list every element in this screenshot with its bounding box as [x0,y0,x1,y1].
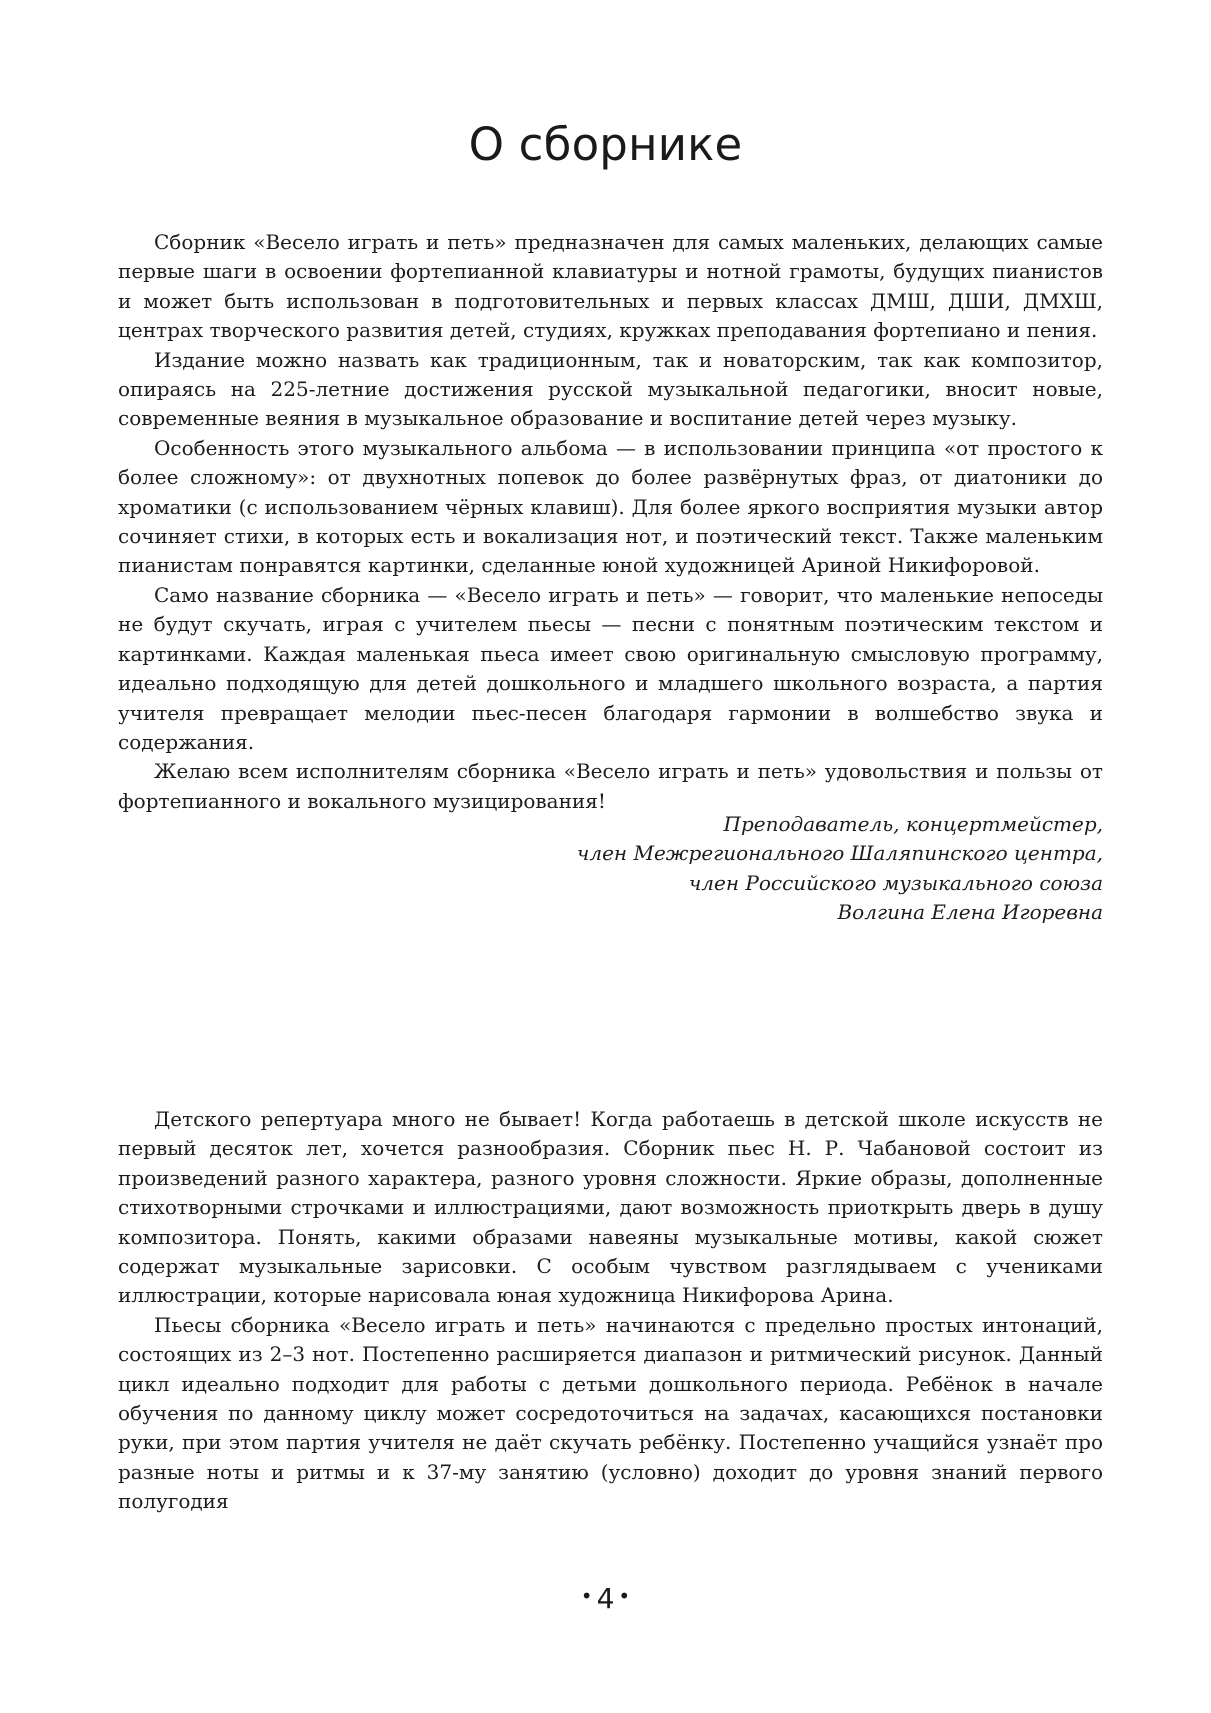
ornament-dot-icon: • [580,1584,593,1608]
intro-paragraph: Желаю всем исполнителям сборника «Весело играть и петь» удовольствия и пользы от фортепианного и вокального музицирования! [118,759,1103,813]
review-paragraph: Пьесы сборника «Весело играть и петь» начинаются с предельно простых интонаций, состоящих из 2–3 нот. Постепенно расширяется диапазон и ритмический рисунок. Данный цикл идеально подходит для работы с детьми дошкольного периода. Ребёнок в начале обучения по данному циклу может сосредоточиться на задачах, касающихся постановки руки, при этом партия учителя не даёт скучать ребёнку. Постепенно учащийся узнаёт про разные ноты и ритмы и к 37-му занятию (условно) доходит до уровня знаний первого полугодия [118,1312,1103,1514]
page-number-value: 4 [596,1582,615,1615]
intro-paragraph: Особенность этого музыкального альбома — в использовании принципа «от простого к более сложному»: от двухнотных попевок до более развёрнутых фраз, от диатоники до хроматики (с использованием чёрных клавиш). Для более яркого восприятия музыки автор сочиняет стихи, в которых есть и вокализация нот, и поэтический текст. Также маленьким пианистам понравятся картинки, сделанные юной художницей Ариной Никифоровой. [118,435,1103,578]
signature-line: Преподаватель, концертмейстер, [723,812,1103,836]
signature-line: член Российского музыкального союза [688,870,1103,895]
intro-paragraph: Сборник «Весело играть и петь» предназначен для самых маленьких, делающих самые первые шаги в освоении фортепианной клавиатуры и нотной грамоты, будущих пианистов и может быть использован в подготовительных и первых классах ДМШ, ДШИ, ДМХШ, центрах творческого развития детей, студиях, кружках преподавания фортепиано и пения. [118,230,1103,343]
page-number [0,1582,1211,1615]
page-title: О сборнике [468,118,743,171]
ornament-dot-icon: • [618,1584,631,1608]
signature-line: Волгина Елена Игоревна [837,900,1103,925]
signature-line: член Межрегионального Шаляпинского центра, [576,841,1103,866]
review-paragraph: Детского репертуара много не бывает! Когда работаешь в детской школе искусств не первый десяток лет, хочется разнообразия. Сборник пьес Н. Р. Чабановой состоит из произведений разного характера, разного уровня сложности. Яркие образы, дополненные стихотворными строчками и иллюстрациями, дают возможность приоткрыть дверь в душу композитора. Понять, какими образами навеяны музыкальные мотивы, какой сюжет содержат музыкальные зарисовки. С особым чувством разглядываем с учениками иллюстрации, которые нарисовала юная художница Никифорова Арина. [118,1107,1103,1308]
intro-section [118,228,1103,816]
author-signature [403,810,1103,928]
intro-paragraph: Само название сборника — «Весело играть и петь» — говорит, что маленькие непоседы не будут скучать, играя с учителем пьесы — песни с понятным поэтическим текстом и картинками. Каждая маленькая пьеса имеет свою оригинальную смысловую программу, идеально подходящую для детей дошкольного и младшего школьного возраста, а партия учителя превращает мелодии пьес-песен благодаря гармонии в волшебство звука и содержания. [118,582,1103,754]
review-section [118,1105,1103,1517]
intro-paragraph: Издание можно назвать как традиционным, так и новаторским, так как композитор, опираясь на 225-летние достижения русской музыкальной педагогики, вносит новые, современные веяния в музыкальное образование и воспитание детей через музыку. [118,347,1103,431]
